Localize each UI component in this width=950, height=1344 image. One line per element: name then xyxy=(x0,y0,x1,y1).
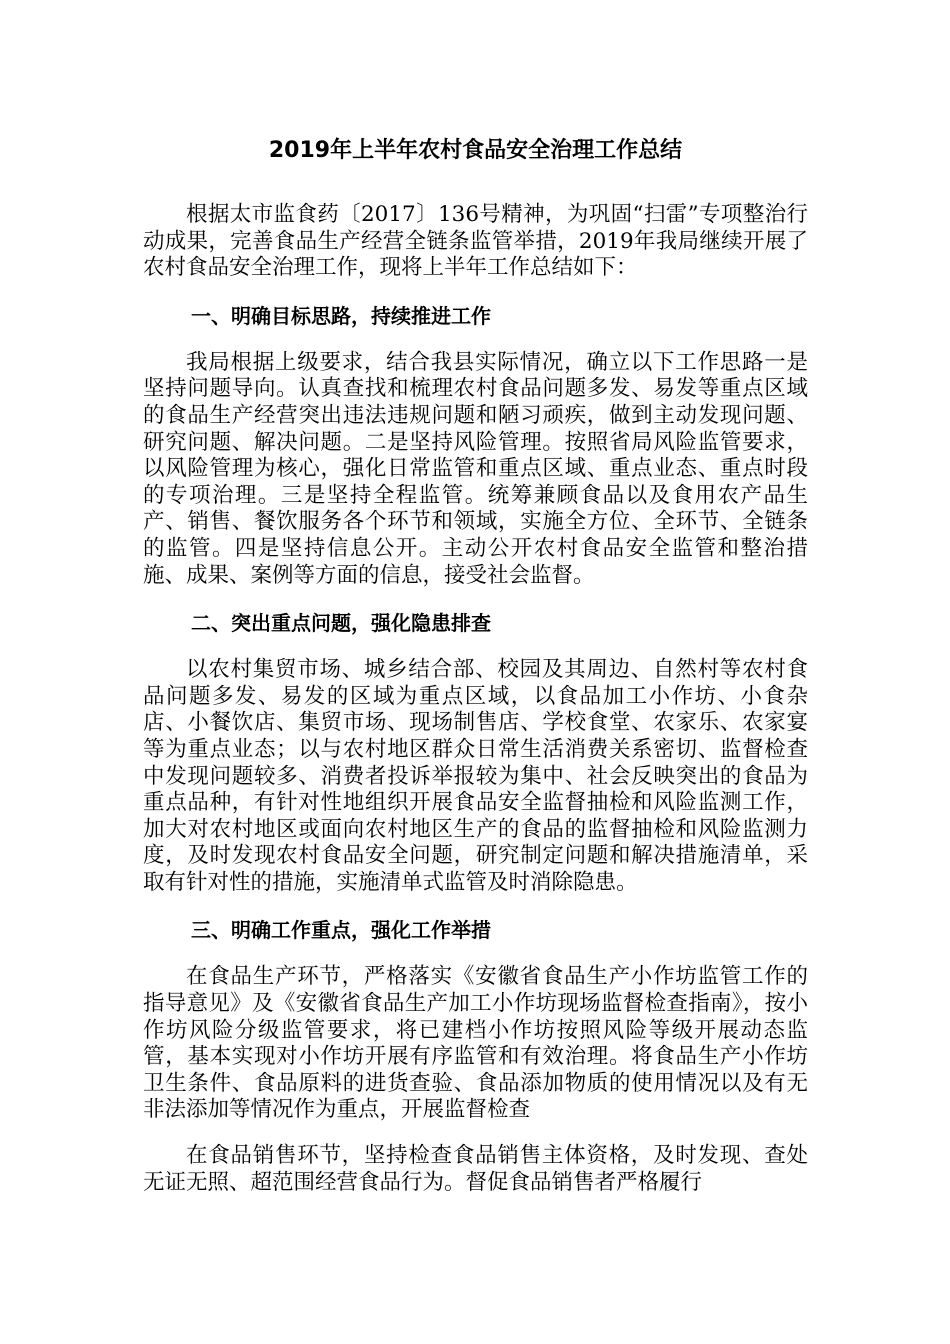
section-2-paragraph: 以农村集贸市场、城乡结合部、校园及其周边、自然村等农村食品问题多发、易发的区域为重点区域，以食品加工小作坊、小食杂店、小餐饮店、集贸市场、现场制售店、学校食堂、农家乐、农家宴等为重点业态；以与农村地区群众日常生活消费关系密切、监督检查中发现问题较多、消费者投诉举报较为集中、社会反映突出的食品为重点品种，有针对性地组织开展食品安全监督抽检和风险监测工作，加大对农村地区或面向农村地区生产的食品的监督抽检和风险监测力度，及时发现农村食品安全问题，研究制定问题和解决措施清单，采取有针对性的措施，实施清单式监管及时消除隐患。 xyxy=(143,657,808,895)
section-3-paragraph-2: 在食品销售环节，坚持检查食品销售主体资格，及时发现、查处无证无照、超范围经营食品行为。督促食品销售者严格履行 xyxy=(143,1143,808,1195)
section-3-paragraph-1: 在食品生产环节，严格落实《安徽省食品生产小作坊监管工作的指导意见》及《安徽省食品生产加工小作坊现场监督检查指南》，按小作坊风险分级监管要求，将已建档小作坊按照风险等级开展动态监管，基本实现对小作坊开展有序监管和有效治理。将食品生产小作坊卫生条件、食品原料的进货查验、食品添加物质的使用情况以及有无非法添加等情况作为重点，开展监督检查 xyxy=(143,964,808,1123)
intro-paragraph: 根据太市监食药〔2017〕136号精神，为巩固“扫雷”专项整治行动成果，完善食品生产经营全链条监管举措，2019年我局继续开展了农村食品安全治理工作，现将上半年工作总结如下： xyxy=(143,202,808,281)
section-2-heading: 二、突出重点问题，强化隐患排查 xyxy=(191,611,491,636)
document-title: 2019年上半年农村食品安全治理工作总结 xyxy=(268,138,683,163)
document-body xyxy=(143,134,808,1215)
section-1-paragraph: 我局根据上级要求，结合我县实际情况，确立以下工作思路一是坚持问题导向。认真查找和梳理农村食品问题多发、易发等重点区域的食品生产经营突出违法违规问题和陋习顽疾，做到主动发现问题、研究问题、解决问题。二是坚持风险管理。按照省局风险监管要求，以风险管理为核心，强化日常监管和重点区域、重点业态、重点时段的专项治理。三是坚持全程监管。统筹兼顾食品以及食用农产品生产、销售、餐饮服务各个环节和领域，实施全方位、全环节、全链条的监管。四是坚持信息公开。主动公开农村食品安全监管和整治措施、成果、案例等方面的信息，接受社会监督。 xyxy=(143,349,808,588)
section-3-heading: 三、明确工作重点，强化工作举措 xyxy=(191,918,491,943)
section-1-heading: 一、明确目标思路，持续推进工作 xyxy=(191,303,491,328)
